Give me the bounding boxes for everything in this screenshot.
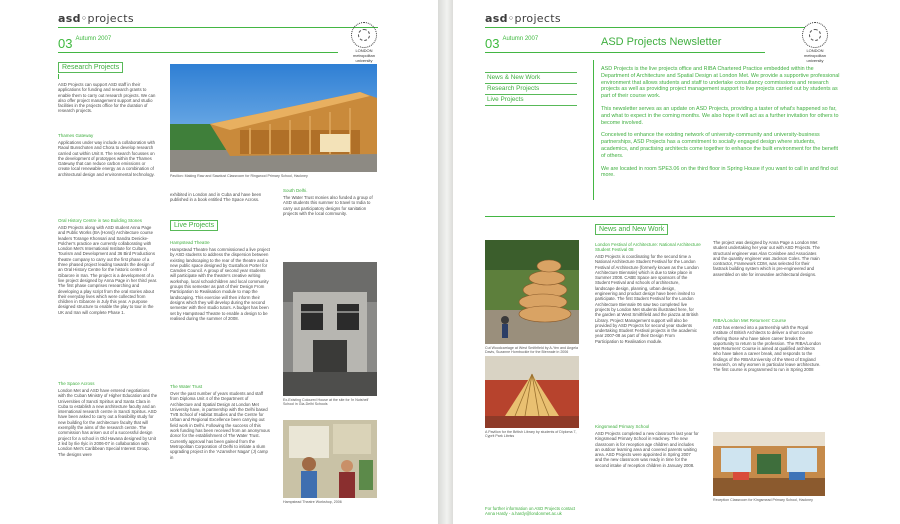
starburst-icon [351,22,377,48]
riba-body: ASD has entered into a partnership with the Royal Institute of British Architects to deliver a short course offering those who have taken career breaks the opportunity to return to the profession. The RIBA/London Met Returners' Course is aimed at qualified architects who have taken a career break, and responds to the findings of the RIBA/University of the West of England research, on why women in particular leave architecture. The first course is programmed to run in Spring 2008 [713,325,821,373]
news-heading: News and New Work [595,226,668,233]
nav-research[interactable]: Research Projects [485,84,577,95]
intro-paragraph: We are located in room SPE3.06 on the third floor in Spring House if you want to call in and find out more. [601,165,838,179]
south-delhi-heading: South Delhi. [283,188,308,193]
news-rule [485,216,835,217]
col2-body: The project was designed by Anna Page a London Met student undertaking her year out with ASD Projects. The structural engineer was Alan Conisbee and Associates and the quantity engineer was Jackson Coles. The main contractor, Framework CDM, was selected for their fastrack building system which is pre-engineered and assembled on site for innovative architectural designs. [713,240,820,277]
intro-rule [593,60,594,200]
contents-nav [485,72,577,106]
nav-live[interactable]: Live Projects [485,95,577,106]
water-body: Over the past number of years students and staff from Diploma Unit 4 of the Department of Architecture and Spatial Design at London Met University have, in partnership with the Delhi based TVB School of Habitat Studies and the Centre for Urban and Regional Excellence been carrying out field work in Delhi. Following the success of this work funding has been received from an anonymous donor for the establishment of The Water Trust. Currently approval has been gained from the Metropolitan Corporation of Delhi to initiate a slum upgrading project in the 'Azamsher Nagar' (J) camp in [170,391,270,460]
smithfield-photo [485,240,579,344]
research-projects-heading: Research Projects [58,64,123,71]
issue-number-right: 03 $^{Autumn 2007}$ [485,36,539,51]
oral-heading: Oral History Centre in two Building Stones [58,218,143,223]
kingsmead-heading: Kingsmead Primary School [595,424,650,429]
top-rule-right [485,27,805,28]
classroom-photo [713,432,825,496]
delhi-house-photo [283,262,377,396]
library-photo [485,356,579,428]
hampstead-heading: Hampstead Theatre [170,240,210,245]
page-gutter [438,0,453,524]
pavilion-photo [170,64,377,172]
smithfield-caption: Cut Woodcarriage at West Smithfield by A-Yen and Angela Davis, Suzanne Hornbuckle for the Biennale in 2006 [485,346,579,355]
col2-continued-body: exhibited in London and in Cuba and have been published in a book entitled The Space Across. [170,192,262,203]
university-logo-right: LONDON metropolitan university [791,22,839,62]
heading-rule [58,74,59,79]
library-caption: A Pavilion for the British Library by students of Diploma 7, Cyprit Park Libriss [485,430,577,439]
starburst-icon [802,22,828,48]
research-body: ASD Projects can support ASD staff in their applications for funding and research grants to enable them to carry out research projects. We can also offer project management support and studio facilities in the projects office for the duration of research projects. [58,82,156,114]
workshop-photo [283,420,377,498]
south-delhi-body: The Water Trust monies also funded a group of ASD students this summer to travel to India to carry out participatory designs for sanitation projects with the local community. [283,195,373,216]
header-rule-right [485,52,765,53]
delhi-house-caption: Ex-Existing Coloured House at the site for 'in Nutshell' School in Gia-Delhi Schools [283,398,369,407]
classroom-caption: Reception Classroom for Kingsmead Primary School, Hackney [713,498,813,502]
pavilion-caption: Pavilion: Making Raw and Sawdust Classroom for Ringwood Primary School, Hackney [170,174,308,178]
intro-paragraph: This newsletter serves as an update on ASD Projects, providing a taster of what's happened so far, and what to expect in the coming months. We also hope it will act as a further invitation for others to become involved. [601,105,839,126]
live-projects-heading: Live Projects [170,222,218,229]
thames-body: Applications under way include a collaboration with Raoul Bunschoten and Chora to develop research carried out within Unit 8. The research focusses on the development of prototypes within the Thames Gateway that can reduce carbon emissions or create local renewable energy as a combination of architectural design and environmental technology. [58,140,155,177]
festival-body: ASD Projects is coordinating for the second time a National Architecture Student Festival for the London Festival of Architecture (formerly known as the London Architecture Biennale) which is due to take place in Summer 2008. CABE Space are sponsors of the Student Festival and schools of architecture, landscape design, planning, urban design, engineering and product design have been invited to participate. The first Student Festival for the London Architecture Biennale 06 saw two completed live projects by London Met students illustrated here, for the garden at West Smithfield and the piazza at British Library. Project Management support will also be provided by ASD Projects for second year students undertaking Student Festival projects in the academic year 2007-08 as part of their Design From Participation to Realisation module. [595,254,699,344]
thames-heading: Thames Gateway [58,133,94,138]
top-rule [58,27,378,28]
university-logo: LONDON metropolitan university [340,22,388,62]
header-rule [58,52,338,53]
space-heading: The Space Across [58,381,95,386]
riba-heading: RIBA/London Met Returners' Course [713,318,787,323]
intro-text [601,66,841,185]
brand-wordmark-right: asd◦projects [485,12,561,25]
intro-paragraph: Conceived to enhance the existing network of university-community and university-business partnerships, ASD Projects has a commitment to socially engaged design where students, academics, and practising architects come together to enhance the built environment for the benefit of others. [601,132,839,159]
workshop-caption: Hampstead Theatre Workshop, 2006 [283,500,342,504]
oral-body: ASD Projects along with ASD student Anna Page and Public Works (BA (Hons)) Architecture course leaders Torange Khonsari and Sandra Denicke-Polcher's practice are currently collaborating with London Met's International Institute for Culture, Tourism and Development and 36 Bird Productions theatre company to carry out the first phase of a three phased project leading towards the design of an Oral History Centre for the historic centre of Gibarore in Iran. The project is a development of a live project designed by Anna Page in her third year. The first phase comprises researching and developing a play script from the oral stories about their everyday lives which were collected from children in Gibarore in July this year. A purpose designed structure to enable the play to tour in the UK and Iran will complete Phase 1. [58,225,158,315]
festival-heading: London Festival of Architecture: National Architecture Student Festival 08 [595,242,701,252]
nav-news[interactable]: News & New Work [485,73,577,84]
space-body: London Met and ASD have entered negotiations with the Cuban Ministry of Higher Education and the Universities of Sancti Spiritus and Santa Clara in Cuba to establish a new architecture faculty and an international research centre in Sancti Spiritus. ASD have been asked to carry out a feasibility study for new building for the architecture faculty that will exemplify the aims of the research centre. The commission has arisen out of a successful design project for a school in Old Havana designed by Unit 2 led by Ilie Ilyic in 2006-07 in collaboration with London Met's Caribbean Special Interest Group. The designs were [58,388,158,457]
contact-footer: For further information on ASD Projects contact Anna Hardy - a.hardy@londonmet.ac.uk [485,506,576,517]
water-heading: The Water Trust [170,384,203,389]
brand-wordmark: asd◦projects [58,12,134,25]
kingsmead-body: ASD Projects completed a new classroom last year for Kingsmead Primary School in Hackney. The new classroom is for reception age children and includes an outdoor learning area and covered parents waiting area. ASD Projects were appointed in Spring 2007 and the new classroom was ready in time for the second intake of reception children in January 2008. [595,431,699,468]
intro-paragraph: ASD Projects is the live projects office and RIBA Chartered Practice embedded within the Department of Architecture and Spatial Design at London Met. We provide a supportive professional environment that allows students and staff to undertake consultancy commissions and research projects as well as providing project management support to live projects carried out by students as part of their course work. [601,66,840,100]
newsletter-title: ASD Projects Newsletter [601,36,722,48]
left-page [0,0,438,524]
hampstead-body: Hampstead Theatre has commissioned a live project by ASD students to address the dispersion between existing landscaping to the rear of the theatre and a new public space designed by Gustafson Porter for Camden Council. A group of second year students will participate with the theatre's creative writing workshop, local schoolchildren and local community groups this semester as part of their Design From Participation to Realisation module to map the landscaping. This exercise will then inform their designs which they will develop during the second semester with their studio tutors. A budget has been set by Hampstead Theatre to enable a design to be realised during the summer of 2008. [170,247,270,321]
right-page [453,0,900,524]
issue-number: 03 $^{Autumn 2007}$ [58,36,112,51]
